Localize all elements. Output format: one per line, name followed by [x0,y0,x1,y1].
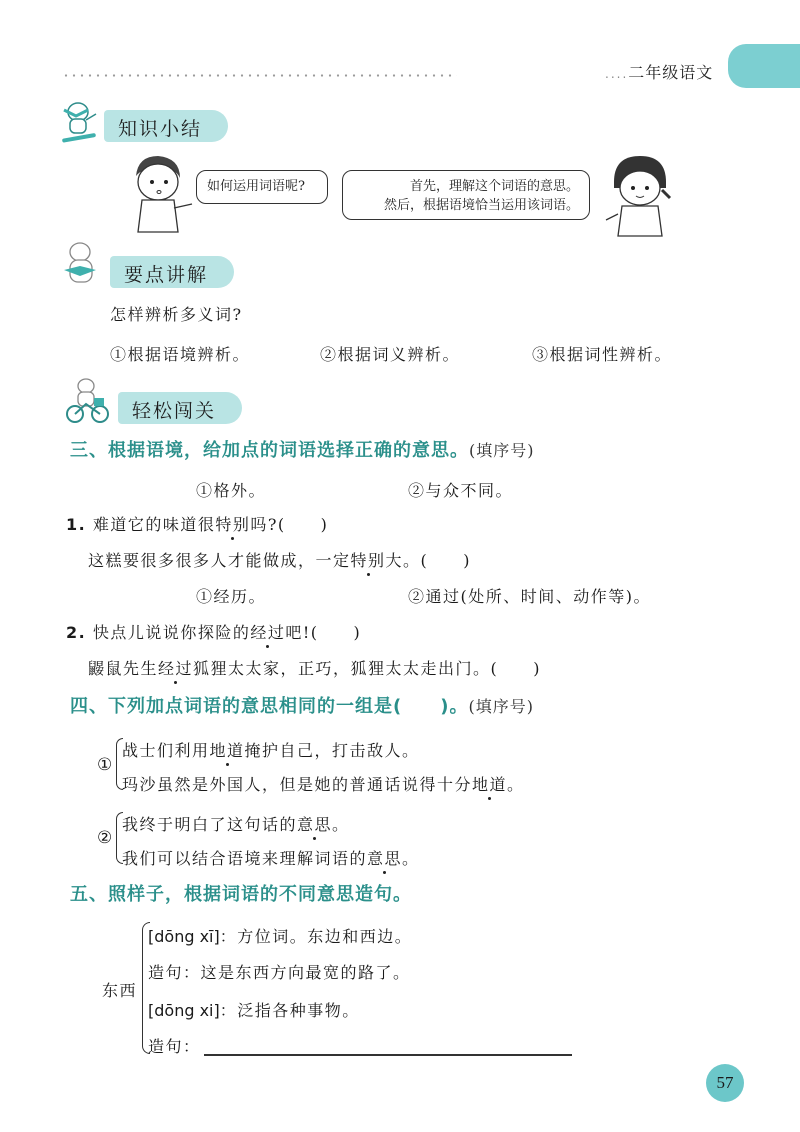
boy-speech-bubble: 如何运用词语呢? [196,170,328,204]
q5-answer-line[interactable] [204,1054,572,1056]
q3-option-b1: ①经历。 [196,587,267,606]
q5-example-sentence: 造句：这是东西方向最宽的路了。 [148,963,411,982]
dotted-word: 特别 [215,512,250,535]
question-3-title: 三、根据语境，给加点的词语选择正确的意思。(填序号) [70,440,535,461]
q4-group-1-label: ① [97,755,114,775]
answer-blank[interactable]: 四、下列加点词语的意思相同的一组是( )。 [70,696,469,717]
skiing-bear-icon [58,98,100,146]
q3-item2-line1: 2. 快点儿说说你探险的经过吧!( ) [66,620,361,643]
answer-blank[interactable]: 大。( ) [385,551,472,570]
q5-sense-1: [dōng xī]：方位词。东边和西边。 [148,927,413,946]
method-1: ①根据语境辨析。 [110,345,251,364]
boy-illustration [128,152,194,234]
q3-item1-line2: 这糕要很多很多人才能做成，一定特别大。( ) [88,548,471,571]
q3-item2-line2: 鼹鼠先生经过狐狸太太家，正巧，狐狸太太走出门。( ) [88,656,541,679]
header-title: ....二年级语文 [605,63,714,82]
banner-key-points: 要点讲解 [110,256,234,288]
q4-group-1-sentence-2: 玛沙虽然是外国人，但是她的普通话说得十分地道。 [122,772,525,795]
q5-word: 东西 [102,981,138,1000]
answer-blank[interactable]: 吗?( ) [250,515,329,534]
dotted-word: 意思 [297,812,332,835]
banner-knowledge-summary: 知识小结 [104,110,228,142]
q5-sense-2: [dōng xi]：泛指各种事物。 [148,1001,360,1020]
q4-group-2-sentence-1: 我终于明白了这句话的意思。 [122,812,350,835]
q4-group-1-sentence-1: 战士们利用地道掩护自己，打击敌人。 [122,738,420,761]
dotted-word: 意思 [367,846,402,869]
dotted-word: 经过 [250,620,285,643]
cycling-bear-icon [66,376,110,424]
key-points-question: 怎样辨析多义词? [110,305,243,324]
q5-answer-label: 造句： [148,1037,201,1056]
answer-blank[interactable]: 狐狸太太家，正巧，狐狸太太走出门。( ) [193,659,542,678]
method-2: ②根据词义辨析。 [320,345,461,364]
question-5-title: 五、照样子，根据词语的不同意思造句。 [70,884,412,905]
reading-bear-icon [60,240,102,288]
dotted-word: 经过 [158,656,193,679]
banner-practice: 轻松闯关 [118,392,242,424]
subject-label: 二年级语文 [628,63,714,82]
answer-blank[interactable]: 吧!( ) [285,623,362,642]
header-color-tab [728,44,800,88]
q3-option-a2: ②与众不同。 [408,481,514,500]
girl-speech-bubble: 首先，理解这个词语的意思。 然后，根据语境恰当运用该词语。 [342,170,590,220]
q4-group-2-label: ② [97,828,114,848]
header-dotted-rule [62,74,457,77]
dotted-word: 地道 [472,772,507,795]
dotted-word: 特别 [351,548,386,571]
page-number-badge: 57 [706,1064,744,1102]
dotted-word: 地道 [210,738,245,761]
q3-option-b2: ②通过(处所、时间、动作等)。 [408,587,651,606]
q3-option-a1: ①格外。 [196,481,267,500]
q4-group-2-sentence-2: 我们可以结合语境来理解词语的意思。 [122,846,420,869]
q3-item1-line1: 1. 难道它的味道很特别吗?( ) [66,512,328,535]
girl-illustration [604,152,674,238]
method-3: ③根据词性辨析。 [532,345,673,364]
question-4-title: 四、下列加点词语的意思相同的一组是( )。(填序号) [70,696,534,717]
